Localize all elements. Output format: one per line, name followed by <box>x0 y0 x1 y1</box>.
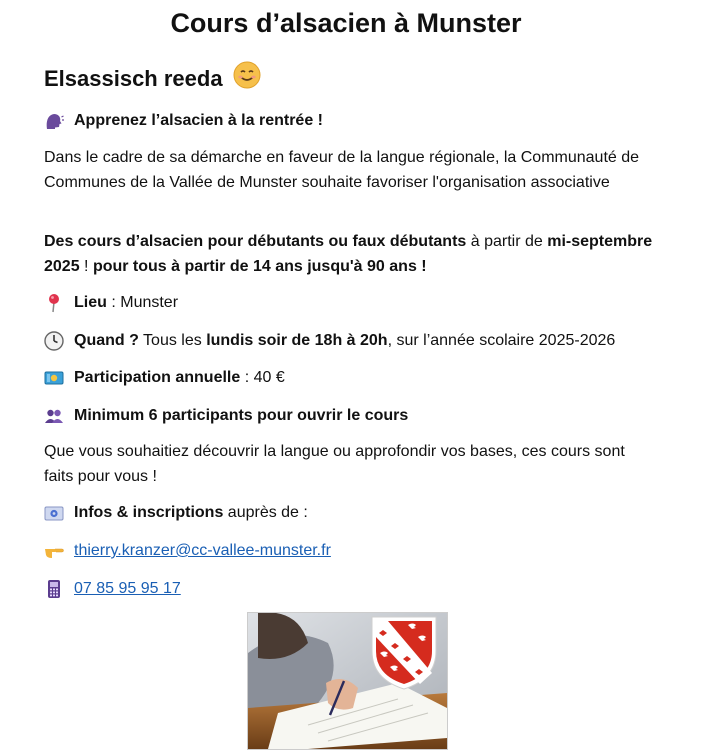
courses-bold-1: Des cours d’alsacien pour débutants ou faux débutants <box>44 233 467 250</box>
intro-line <box>44 108 654 133</box>
quand-text-1: Tous les <box>138 332 207 349</box>
participation-line <box>44 365 654 390</box>
email-icon <box>44 503 64 523</box>
closing-text: Que vous souhaitiez découvrir la langue ou approfondir vos bases, ces cours sont faits pour vous ! <box>44 443 625 485</box>
page-title: Cours d’alsacien à Munster <box>170 8 522 38</box>
infos-line <box>44 500 654 525</box>
minimum-text: Minimum 6 participants pour ouvrir le cours <box>74 407 409 424</box>
student-writing-photo <box>247 612 448 750</box>
busts-in-silhouette-icon <box>44 406 64 426</box>
lieu-line <box>44 290 654 315</box>
quand-label: Quand ? <box>74 332 139 349</box>
speaking-head-icon <box>44 111 64 131</box>
courses-text-2: ! <box>79 258 93 275</box>
email-link[interactable]: thierry.kranzer@cc-vallee-munster.fr <box>74 542 331 559</box>
email-line <box>44 538 654 563</box>
lieu-value: Munster <box>120 294 179 311</box>
intro-heading: Apprenez l’alsacien à la rentrée ! <box>74 112 323 129</box>
clock-icon <box>44 331 64 351</box>
minimum-line <box>44 403 654 428</box>
smiling-face-icon <box>233 61 261 97</box>
subtitle <box>44 61 261 97</box>
courses-bold-2: mi-septembre 2025 <box>44 233 653 275</box>
infos-label: Infos & inscriptions <box>74 504 224 521</box>
quand-line <box>44 328 654 353</box>
phone-link[interactable]: 07 85 95 95 17 <box>74 580 181 597</box>
participation-value: 40 € <box>253 369 285 386</box>
courses-paragraph <box>44 229 654 279</box>
pointing-hand-icon <box>44 541 64 561</box>
lieu-label: Lieu <box>74 294 107 311</box>
courses-text-1: à partir de <box>466 233 548 250</box>
description: Dans le cadre de sa démarche en faveur de la langue régionale, la Communauté de Communes de la Vallée de Munster souhaite favoriser l'organisation associative <box>44 149 640 191</box>
quand-text-2: , sur l’année scolaire 2025-2026 <box>387 332 616 349</box>
courses-bold-3: pour tous à partir de 14 ans jusqu'à 90 ans ! <box>92 258 427 275</box>
phone-line <box>44 576 654 601</box>
lieu-sep: : <box>106 294 121 311</box>
round-pushpin-icon <box>44 293 64 313</box>
infos-text: auprès de : <box>223 504 308 521</box>
participation-label: Participation annuelle <box>74 369 241 386</box>
subtitle-text: Elsassisch reeda <box>44 66 223 91</box>
banknote-icon <box>44 368 64 388</box>
mobile-phone-icon <box>44 579 64 599</box>
quand-bold: lundis soir de 18h à 20h <box>206 332 388 349</box>
participation-sep: : <box>240 369 254 386</box>
